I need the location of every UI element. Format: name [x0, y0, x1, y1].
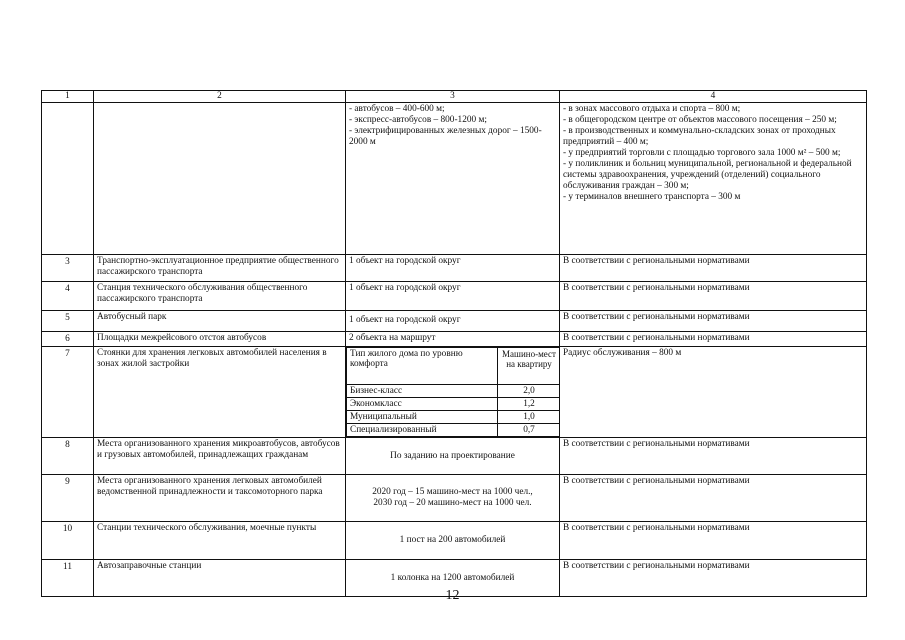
facility-name: Стоянки для хранения легковых автомобилей населения в зонах жилой застройки — [94, 347, 346, 438]
service-radius: В соответствии с региональными нормативами — [560, 332, 867, 347]
housing-type: Экономкласс — [347, 398, 498, 411]
service-radius: В соответствии с региональными нормативами — [560, 255, 867, 282]
facility-name: Автобусный парк — [94, 311, 346, 332]
header-col-3: 3 — [346, 91, 560, 103]
facility-name: Места организованного хранения микроавтобусов, автобусов и грузовых автомобилей, принадлежащих гражданам — [94, 438, 346, 475]
table-row — [42, 522, 867, 560]
facility-name: Места организованного хранения легковых автомобилей ведомственной принадлежности и таксомоторного парка — [94, 475, 346, 522]
row-number-cell — [42, 103, 94, 255]
facility-name: Площадки межрейсового отстоя автобусов — [94, 332, 346, 347]
header-col-2: 2 — [94, 91, 346, 103]
service-radius: В соответствии с региональными нормативами — [560, 475, 867, 522]
accessibility-level: По заданию на проектирование — [346, 438, 560, 475]
service-radius: В соответствии с региональными нормативами — [560, 522, 867, 560]
service-radius: В соответствии с региональными нормативами — [560, 311, 867, 332]
parking-spaces-header: Машино-мест на квартиру — [498, 348, 560, 385]
facility-name: Автозаправочные станции — [94, 560, 346, 597]
parking-type-header: Тип жилого дома по уровню комфорта — [347, 348, 498, 385]
table-row — [42, 475, 867, 522]
accessibility-level: 1 объект на городской округ — [346, 282, 560, 311]
parking-row — [347, 424, 560, 437]
table-row — [42, 332, 867, 347]
accessibility-level: 1 колонка на 1200 автомобилей — [346, 560, 560, 597]
service-radius: В соответствии с региональными нормативами — [560, 560, 867, 597]
row-number: 3 — [42, 255, 94, 282]
table-row — [42, 347, 867, 438]
parking-header-row — [347, 348, 560, 385]
norms-table — [41, 90, 867, 597]
service-radius: Радиус обслуживания – 800 м — [560, 347, 867, 438]
row-number: 11 — [42, 560, 94, 597]
housing-type: Бизнес-класс — [347, 385, 498, 398]
row-number: 9 — [42, 475, 94, 522]
housing-type: Муниципальный — [347, 411, 498, 424]
row-number: 4 — [42, 282, 94, 311]
parking-row — [347, 385, 560, 398]
spaces-per-apartment: 1,0 — [498, 411, 560, 424]
table-row — [42, 438, 867, 475]
accessibility-level: 2020 год – 15 машино-мест на 1000 чел., 2030 год – 20 машино-мест на 1000 чел. — [346, 475, 560, 522]
parking-norms-cell — [346, 347, 560, 438]
table-row-continued — [42, 103, 867, 255]
row-number: 10 — [42, 522, 94, 560]
table-row — [42, 255, 867, 282]
header-row — [42, 91, 867, 103]
parking-row — [347, 398, 560, 411]
housing-type: Специализированный — [347, 424, 498, 437]
service-radius: В соответствии с региональными нормативами — [560, 282, 867, 311]
row-number: 8 — [42, 438, 94, 475]
header-col-4: 4 — [560, 91, 867, 103]
page-number: 12 — [445, 588, 460, 603]
parking-norms-table — [346, 347, 560, 437]
table-row — [42, 311, 867, 332]
row-name-cell — [94, 103, 346, 255]
service-radius-cell: - в зонах массового отдыха и спорта – 800 м; - в общегородском центре от объектов массового посещения – 250 м; - в производственных и коммунально-складских зонах от проходных предприятий – 400 м; - у предприятий торговли с площадью торгового зала 1000 м² – 500 м; - у поликлиник и больниц муниципальной, региональной и федеральной системы здравоохранения, учреждений (отделений) социального обслуживания граждан – 300 м; - у терминалов внешнего транспорта – 300 м — [560, 103, 867, 255]
row-number: 7 — [42, 347, 94, 438]
accessibility-level: 1 объект на городской округ — [346, 255, 560, 282]
row-number: 6 — [42, 332, 94, 347]
row-number: 5 — [42, 311, 94, 332]
facility-name: Транспортно-эксплуатационное предприятие общественного пассажирского транспорта — [94, 255, 346, 282]
facility-name: Станции технического обслуживания, моечные пункты — [94, 522, 346, 560]
accessibility-level: 2 объекта на маршрут — [346, 332, 560, 347]
facility-name: Станция технического обслуживания общественного пассажирского транспорта — [94, 282, 346, 311]
table-row — [42, 282, 867, 311]
service-radius: В соответствии с региональными нормативами — [560, 438, 867, 475]
accessibility-level: 1 пост на 200 автомобилей — [346, 522, 560, 560]
parking-row — [347, 411, 560, 424]
accessibility-level: 1 объект на городской округ — [346, 311, 560, 332]
spaces-per-apartment: 1,2 — [498, 398, 560, 411]
spaces-per-apartment: 0,7 — [498, 424, 560, 437]
spaces-per-apartment: 2,0 — [498, 385, 560, 398]
header-col-1: 1 — [42, 91, 94, 103]
accessibility-level-cell: - автобусов – 400-600 м; - экспресс-автобусов – 800-1200 м; - электрифицированных железных дорог – 1500-2000 м — [346, 103, 560, 255]
